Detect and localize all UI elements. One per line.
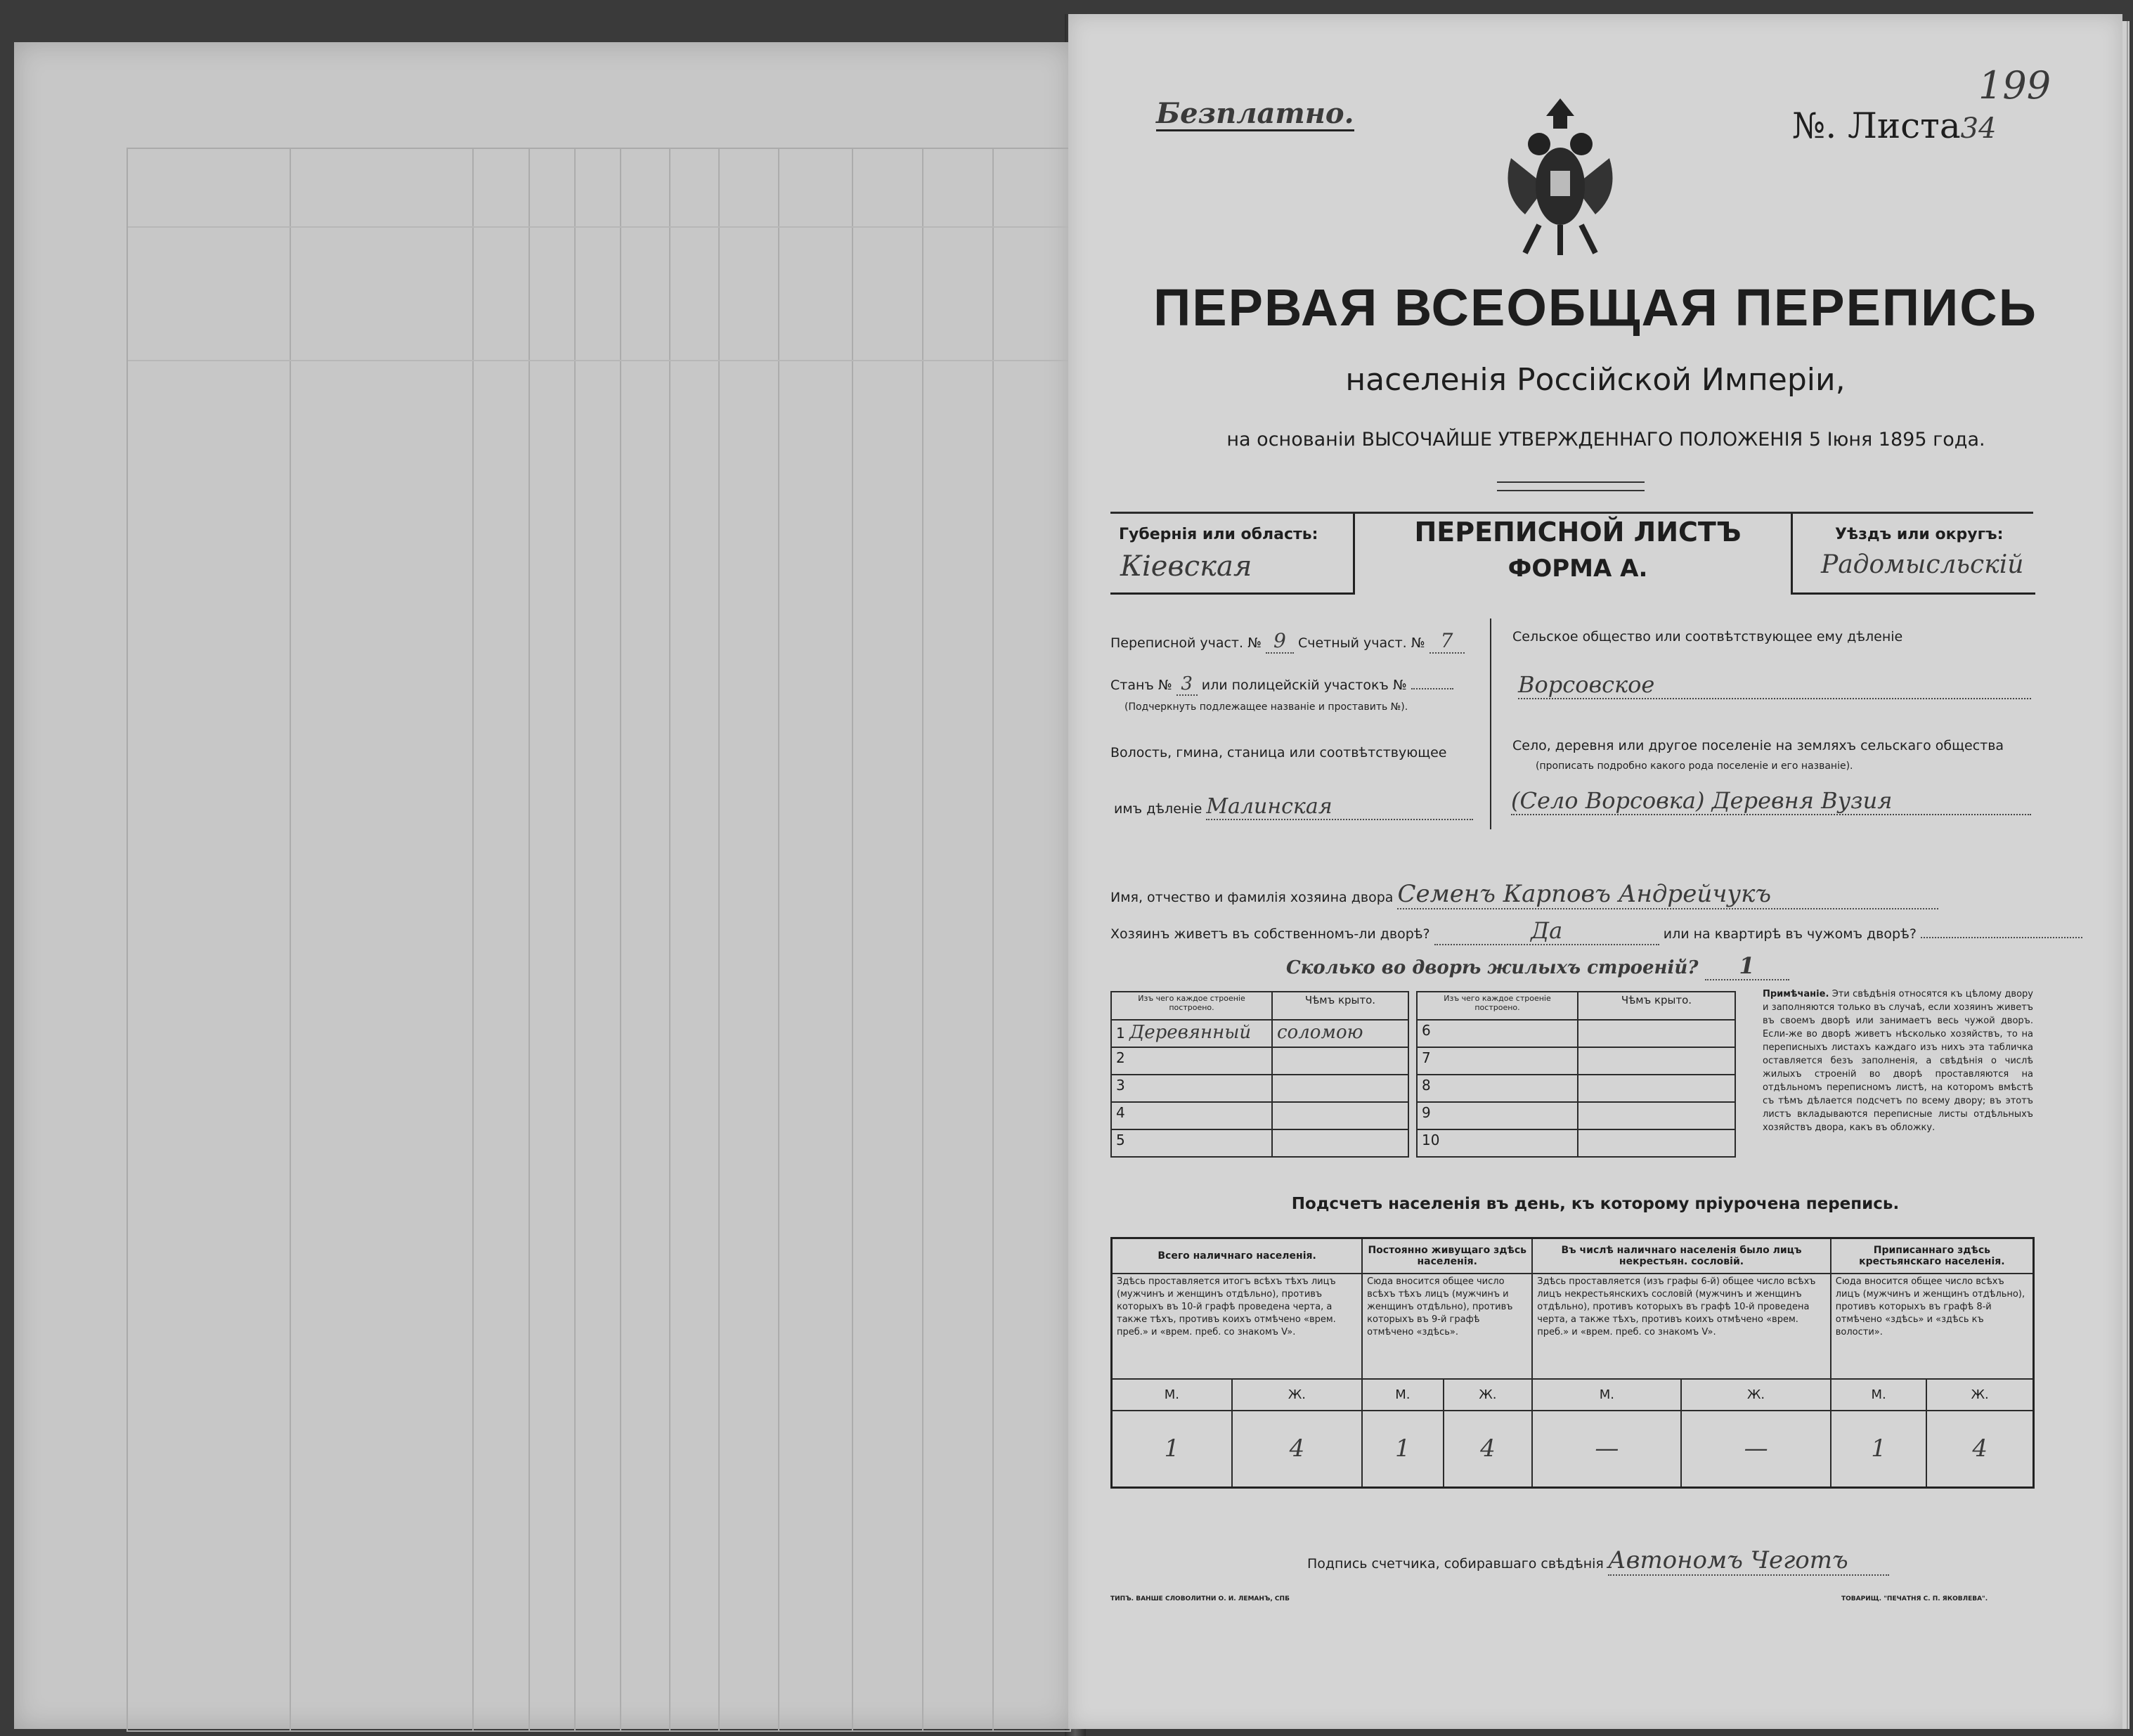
owner-own-yard-field: [1110, 917, 2082, 945]
count-col2-desc: Сюда вносится общее число всѣхъ тѣхъ лицъ (мужчинъ и женщинъ отдѣльно), противъ которыхъ въ 9-й графѣ отмѣчено «здѣсь».: [1362, 1274, 1532, 1379]
underline-note: (Подчеркнуть подлежащее названіе и проставить №).: [1124, 701, 1408, 713]
table-row: 5: [1111, 1129, 1408, 1157]
signature-label: Подпись счетчика, собиравшаго свѣдѣнія: [1307, 1556, 1604, 1572]
volost-value: Малинская: [1206, 794, 1473, 820]
form-main-title: ПЕРВАЯ ВСЕОБЩАЯ ПЕРЕПИСЬ: [1153, 278, 2037, 337]
stan-label: Станъ №: [1110, 678, 1172, 693]
left-page: [14, 42, 1074, 1729]
page-stamp-number: 199: [1978, 63, 2051, 108]
table-row: 4: [1111, 1102, 1408, 1129]
count-col2-female: 4: [1444, 1411, 1533, 1488]
sheet-number: [1792, 105, 1997, 146]
f-label: Ж.: [1681, 1379, 1830, 1411]
owner-rent-label: или на квартирѣ въ чужомъ дворѣ?: [1663, 926, 1917, 942]
count-col3-desc: Здѣсь проставляется (изъ графы 6-й) общее число всѣхъ лицъ некрестьянскихъ сословій (мужчинъ и женщинъ отдѣльно), противъ которыхъ въ графѣ 10-й проведена черта, а также тѣхъ, противъ коихъ отмѣчено «врем. преб.» и «врем. преб. со знакомъ V».: [1532, 1274, 1830, 1379]
count-col3-female: —: [1681, 1411, 1830, 1488]
form-type-sub: ФОРМА А.: [1508, 555, 1648, 583]
table-row: 2: [1111, 1047, 1408, 1075]
signature-value: Автономъ Чеготъ: [1608, 1546, 1889, 1576]
remark-block: [1763, 987, 2033, 1134]
gubernia-label: Губернія или область:: [1119, 526, 1318, 543]
census-district-label: Переписной участ. №: [1110, 635, 1262, 651]
stan-field: [1110, 673, 1453, 696]
uezd-label: Уѣздъ или округъ:: [1835, 526, 2004, 543]
table-row: 10: [1417, 1129, 1735, 1157]
printer-right: ТОВАРИЩ. "ПЕЧАТНЯ С. П. ЯКОВЛЕВА".: [1841, 1595, 1988, 1602]
form-type-block: [1367, 517, 1789, 583]
col-roof-header: Чѣмъ крыто.: [1272, 992, 1408, 1020]
gubernia-box: [1110, 512, 1355, 595]
col-roof-header-right: Чѣмъ крыто.: [1578, 992, 1735, 1020]
row1-material: Деревянный: [1129, 1022, 1252, 1043]
table-row: 1 Деревянный соломою: [1111, 1020, 1408, 1047]
count-col4-head: Приписаннаго здѣсь крестьянскаго населенія.: [1831, 1238, 2034, 1274]
sheet-number-label: №. Листа: [1792, 105, 1961, 146]
owner-name-label: Имя, отчество и фамилія хозяина двора: [1110, 890, 1394, 905]
remark-title: Примѣчаніе.: [1763, 989, 1829, 999]
f-label: Ж.: [1232, 1379, 1362, 1411]
count-col4-male: 1: [1831, 1411, 1927, 1488]
population-count-table: [1110, 1237, 2035, 1489]
society-label: Сельское общество или соотвѣтствующее ему дѣленіе: [1512, 629, 1903, 644]
count-col4-desc: Сюда вносится общее число всѣхъ лицъ (мужчинъ и женщинъ отдѣльно), противъ которыхъ въ графѣ 8-й отмѣчено «здѣсь» и «здѣсь къ волости».: [1831, 1274, 2034, 1379]
owner-name-value: Семенъ Карповъ Андрейчукъ: [1397, 880, 1938, 909]
census-district-field: [1110, 629, 1465, 654]
uezd-box: [1791, 512, 2035, 595]
row1-roof: соломою: [1272, 1020, 1408, 1047]
m-label: М.: [1532, 1379, 1681, 1411]
m-label: М.: [1831, 1379, 1927, 1411]
form-subtitle: населенія Россійской Имперіи,: [1345, 362, 1846, 398]
owner-name-field: [1110, 880, 1938, 909]
count-title: Подсчетъ населенія въ день, къ которому пріурочена перепись.: [1291, 1195, 1900, 1213]
gubernia-value: Кіевская: [1120, 550, 1252, 583]
buildings-count-label: Сколько во дворѣ жилыхъ строеній?: [1286, 957, 1699, 978]
count-district-value: 7: [1429, 629, 1465, 654]
printer-left: ТИПЪ. ВАНШЕ СЛОВОЛИТНИ О. И. ЛЕМАНЪ, СПБ: [1110, 1595, 1290, 1602]
volost-label-2: имъ дѣленіе: [1114, 801, 1202, 817]
volost-field: [1114, 794, 1473, 820]
buildings-table-left: [1110, 991, 1409, 1158]
village-label: Село, деревня или другое поселеніе на земляхъ сельскаго общества: [1512, 738, 2004, 753]
uezd-value: Радомысльскій: [1821, 550, 2024, 579]
buildings-table-right: [1416, 991, 1736, 1158]
count-col1-head: Всего наличнаго населенія.: [1112, 1238, 1363, 1274]
owner-own-yard-label: Хозяинъ живетъ въ собственномъ-ли дворѣ?: [1110, 926, 1430, 942]
count-col2-male: 1: [1362, 1411, 1443, 1488]
census-district-value: 9: [1266, 629, 1294, 654]
count-col2-head: Постоянно живущаго здѣсь населенія.: [1362, 1238, 1532, 1274]
police-label: или полицейскій участокъ №: [1201, 678, 1407, 693]
stan-value: 3: [1176, 673, 1198, 696]
form-legal-basis: на основаніи ВЫСОЧАЙШЕ УТВЕРЖДЕННАГО ПОЛОЖЕНІЯ 5 Іюня 1895 года.: [1226, 429, 1985, 451]
buildings-count-value: 1: [1705, 952, 1789, 980]
owner-own-yard-value: Да: [1434, 917, 1659, 945]
remark-text: Эти свѣдѣнія относятся къ цѣлому двору и заполняются только въ случаѣ, если хозяинъ живетъ въ своемъ дворѣ или занимаетъ весь чужой дворъ. Если-же во дворѣ живетъ нѣсколько хозяйствъ, то на переписныхъ листахъ каждаго изъ нихъ эта табличка оставляется безъ заполненія, а свѣдѣнія о числѣ жилыхъ строеній во дворѣ проставляются на отдѣльномъ переписномъ листѣ, на которомъ вмѣстѣ съ тѣмъ дѣлается подсчетъ по всему двору; въ этотъ листъ вкладываются переписные листы отдѣльныхъ хозяйствъ двора, какъ въ обложку.: [1763, 989, 2033, 1133]
free-label: Безплатно.: [1156, 97, 1354, 130]
table-row: 3: [1111, 1075, 1408, 1102]
ornament-divider: [1497, 481, 1645, 491]
col-material-header: Изъ чего каждое строеніе построено.: [1111, 992, 1272, 1020]
col-material-header-right: Изъ чего каждое строеніе построено.: [1417, 992, 1578, 1020]
society-value: Ворсовское: [1518, 671, 2031, 699]
count-col1-desc: Здѣсь проставляется итогъ всѣхъ тѣхъ лицъ (мужчинъ и женщинъ отдѣльно), противъ которыхъ въ 10-й графѣ проведена черта, а также тѣхъ, противъ коихъ отмѣчено «врем. преб.» и «врем. преб. со знакомъ V».: [1112, 1274, 1363, 1379]
f-label: Ж.: [1444, 1379, 1533, 1411]
left-page-faded-grid: [127, 148, 1071, 1732]
form-type-title: ПЕРЕПИСНОЙ ЛИСТЪ: [1414, 517, 1742, 548]
village-note: (прописать подробно какого рода поселеніе и его названіе).: [1536, 760, 1853, 772]
count-col3-male: —: [1532, 1411, 1681, 1488]
signature-field: [1307, 1546, 1889, 1576]
m-label: М.: [1362, 1379, 1443, 1411]
f-label: Ж.: [1926, 1379, 2033, 1411]
count-district-label: Счетный участ. №: [1297, 635, 1425, 651]
table-row: 9: [1417, 1102, 1735, 1129]
m-label: М.: [1112, 1379, 1232, 1411]
buildings-count-field: [1286, 952, 1789, 980]
count-col1-male: 1: [1112, 1411, 1232, 1488]
volost-label: Волость, гмина, станица или соотвѣтствующее: [1110, 745, 1447, 760]
table-row: 6: [1417, 1020, 1735, 1047]
count-col1-female: 4: [1232, 1411, 1362, 1488]
count-col4-female: 4: [1926, 1411, 2033, 1488]
table-row: 7: [1417, 1047, 1735, 1075]
count-col3-head: Въ числѣ наличнаго населенія было лицъ некрестьян. сословій.: [1532, 1238, 1830, 1274]
sheet-number-value: 34: [1960, 112, 1997, 145]
village-value: (Село Ворсовка) Деревня Вузия: [1511, 787, 2031, 815]
double-headed-eagle-icon: [1497, 95, 1623, 257]
table-row: 8: [1417, 1075, 1735, 1102]
